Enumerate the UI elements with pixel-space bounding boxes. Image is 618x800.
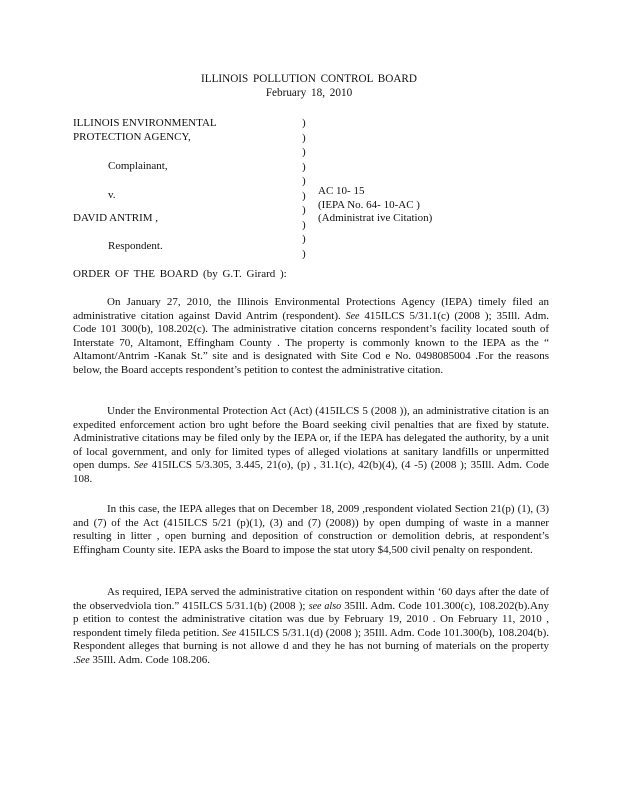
respondent-role: Respondent. — [108, 240, 163, 252]
board-title: ILLINOIS POLLUTION CONTROL BOARD — [201, 73, 417, 85]
paragraph-3 — [73, 503, 549, 557]
paragraph-4-text: 35Ill. Adm. Code 101.300(c), 108.202(b).Any p etition to contest the administrative citation was due by February 19, 2010 . On February 11, 2010 , respondent timely fileda petition. — [73, 599, 549, 639]
paragraph-2-text: Under the Environmental Protection Act (Act) (415ILCS 5 (2008 )), an administrative citation is an expedited enforcement action bro ught before the Board seeking civil penalties that are fixed by statute. Administrative citations may be filed only by the IEPA or, if the IEPA has delegated the authority, by a unit of local government, and only for limited types of alleged violations at sanitary landfills or unpermitted open dumps. — [73, 405, 549, 472]
respondent-name: DAVID ANTRIM , — [73, 212, 159, 224]
caption-paren: ) — [302, 160, 306, 173]
caption-parens — [302, 116, 306, 261]
citation-signal: see also — [308, 600, 342, 612]
complainant-name-line1: ILLINOIS ENVIRONMENTAL — [73, 117, 217, 129]
caption-paren: ) — [302, 204, 306, 216]
caption-paren: ) — [302, 247, 306, 260]
paragraph-4 — [73, 586, 549, 668]
caption-paren: ) — [302, 117, 306, 129]
paragraph-1 — [73, 296, 549, 378]
case-number: AC 10- 15 — [318, 185, 365, 197]
citation-signal: See — [345, 310, 360, 322]
paragraph-4-text: 35Ill. Adm. Code 108.206. — [89, 653, 211, 666]
paragraph-1-text: 415ILCS 5/31.1(c) (2008 ); 35Ill. Adm. Code 101 300(b), 108.202(c). The administrative citation concerns respondent’s facility located south of Interstate 70, Altamont, Effingham County . The property is commonly known to the IEPA as the “ Altamont/Antrim -Kanak St.” site and is designated with Site Cod e No. 0498085004 .For the reasons below, the Board accepts respondent’s petition to contest the administrative citation. — [73, 309, 550, 376]
caption-paren: ) — [302, 189, 306, 202]
case-type: (Administrat ive Citation) — [318, 212, 433, 224]
caption-paren: ) — [302, 218, 306, 231]
caption-paren: ) — [302, 233, 306, 245]
iepa-number: (IEPA No. 64- 10-AC ) — [318, 199, 420, 211]
paragraph-4-text: 415ILCS 5/31.1(d) (2008 ); 35Ill. Adm. Code 101.300(b), 108.204(b). Respondent alleges that burning is not allowe d and they he has not burning of materials on the property . — [73, 626, 549, 666]
versus-label: v. — [108, 189, 116, 201]
caption-paren: ) — [302, 146, 306, 158]
order-heading: ORDER OF THE BOARD (by G.T. Girard ): — [73, 268, 287, 280]
paragraph-4-text: As required, IEPA served the administrative citation on respondent within ‘60 days after the date of the observedviola tion.” 415ILCS 5/31.1(b) (2008 ); — [73, 586, 549, 612]
order-date: February 18, 2010 — [265, 87, 353, 99]
paragraph-3-text: In this case, the IEPA alleges that on December 18, 2009 ,respondent violated Section 21(p) (1), (3) and (7) of the Act (415ILCS 5/21 (p)(1), (3) and (7) (2008)) by open dumping of waste in a manner resulting in litter , open burning and deposition of construction or demolition debris, at respondent’s Effingham County site. IEPA asks the Board to impose the stat utory $4,500 civil penalty on respondent. — [73, 503, 549, 556]
paragraph-1-text: On January 27, 2010, the Illinois Environmental Protections Agency (IEPA) timely filed an administrative citation against David Antrim (respondent). — [73, 296, 549, 322]
paragraph-2-text: 415ILCS 5/3.305, 3.445, 21(o), (p) , 31.1(c), 42(b)(4), (4 -5) (2008 ); 35Ill. Adm. Code 108. — [73, 459, 549, 485]
complainant-name-line2: PROTECTION AGENCY, — [73, 131, 191, 143]
citation-signal: See — [75, 654, 90, 666]
caption-paren: ) — [302, 175, 306, 187]
paragraph-2 — [73, 405, 549, 487]
citation-signal: See — [222, 627, 237, 639]
citation-signal: See — [133, 460, 148, 472]
complainant-role: Complainant, — [108, 160, 168, 172]
caption-paren: ) — [302, 131, 306, 144]
